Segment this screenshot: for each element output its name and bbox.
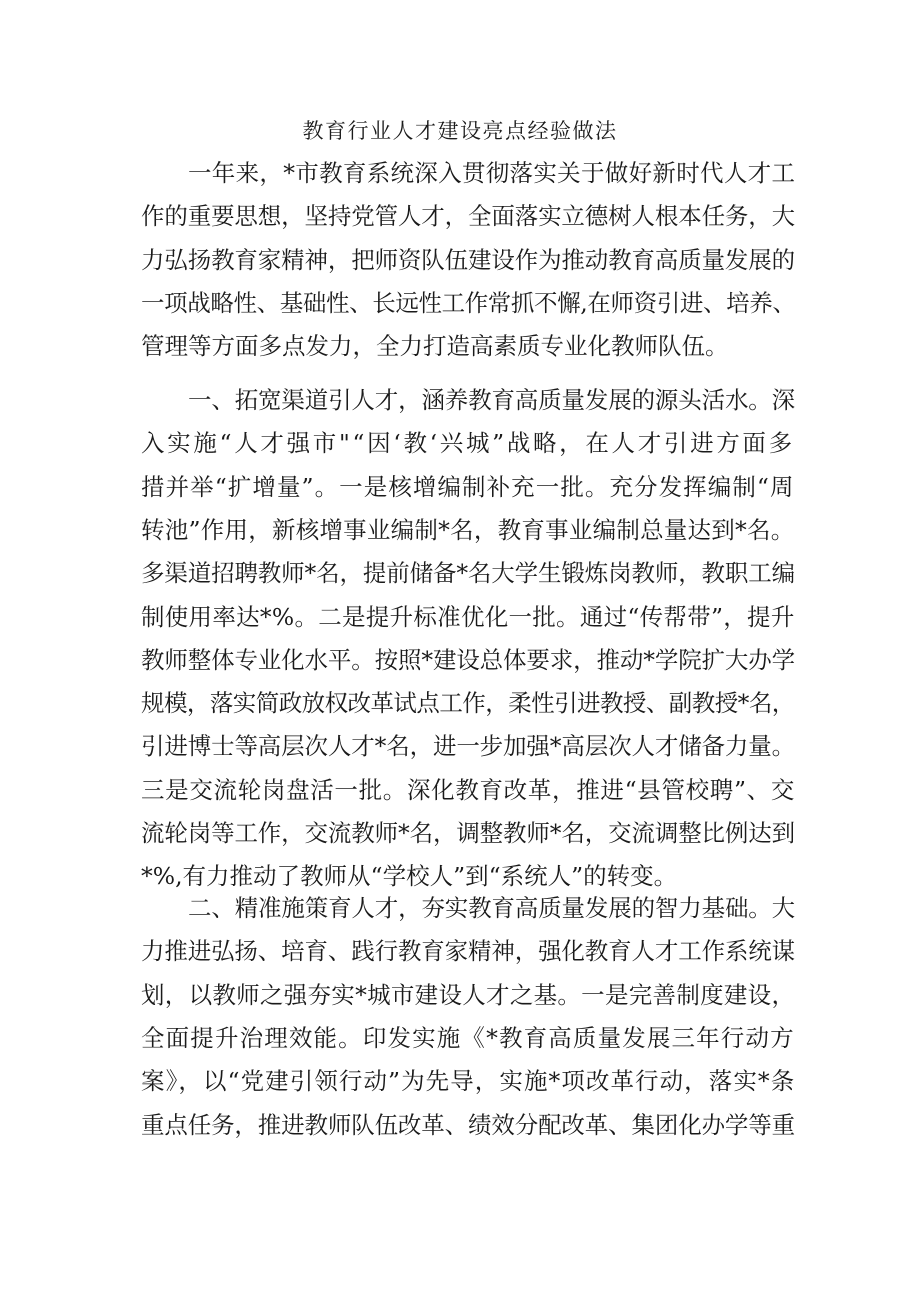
paragraph-line: 入实施“人才强市"“因‘教‘兴城”战略，在人才引进方面多 xyxy=(141,429,795,458)
paragraph-line: *%,有力推动了教师从“学校人”到“系统人”的转变。 xyxy=(141,862,678,891)
paragraph-line: 制使用率达*%。二是提升标准优化一批。通过“传帮带”，提升 xyxy=(141,602,795,631)
paragraph-line: 三是交流轮岗盘活一批。深化教育改革，推进“县管校聘”、交 xyxy=(141,775,796,804)
paragraph-line: 措并举“扩增量”。一是核增编制补充一批。充分发挥编制“周 xyxy=(141,472,795,501)
paragraph-line: 重点任务，推进教师队伍改革、绩效分配改革、集团化办学等重 xyxy=(141,1110,795,1139)
paragraph-line: 规模，落实简政放权改革试点工作，柔性引进教授、副教授*名， xyxy=(141,689,795,718)
paragraph-line: 一项战略性、基础性、长远性工作常抓不懈,在师资引进、培养、 xyxy=(141,288,796,317)
paragraph-line: 全面提升治理效能。印发实施《*教育高质量发展三年行动方 xyxy=(141,1023,795,1052)
paragraph-line: 多渠道招聘教师*名，提前储备*名大学生锻炼岗教师，教职工编 xyxy=(141,559,795,588)
paragraph-line: 流轮岗等工作，交流教师*名，调整教师*名，交流调整比例达到 xyxy=(141,819,795,847)
paragraph-line: 一、拓宽渠道引人才，涵养教育高质量发展的源头活水。深 xyxy=(188,386,795,414)
paragraph-line: 力推进弘扬、培育、践行教育家精神，强化教育人才工作系统谋 xyxy=(141,937,795,966)
paragraph-line: 力弘扬教育家精神，把师资队伍建设作为推动教育高质量发展的 xyxy=(141,245,795,274)
paragraph-line: 管理等方面多点发力，全力打造高素质专业化教师队伍。 xyxy=(141,332,729,361)
paragraph-line: 案》，以“党建引领行动”为先导，实施*项改革行动，落实*条 xyxy=(141,1067,796,1096)
document-title: 教育行业人才建设亮点经验做法 xyxy=(302,119,618,143)
paragraph-line: 转池”作用，新核增事业编制*名，教育事业编制总量达到*名。 xyxy=(141,515,795,544)
paragraph-line: 一年来，*市教育系统深入贯彻落实关于做好新时代人才工 xyxy=(188,159,796,187)
paragraph-line: 引进博士等高层次人才*名，进一步加强*高层次人才储备力量。 xyxy=(141,732,795,761)
paragraph-line: 划，以教师之强夯实*城市建设人才之基。一是完善制度建设， xyxy=(141,980,796,1009)
paragraph-line: 教师整体专业化水平。按照*建设总体要求，推动*学院扩大办学 xyxy=(141,645,795,674)
paragraph-line: 二、精准施策育人才，夯实教育高质量发展的智力基础。大 xyxy=(188,894,795,922)
paragraph-line: 作的重要思想，坚持党管人才，全面落实立德树人根本任务，大 xyxy=(141,202,795,231)
